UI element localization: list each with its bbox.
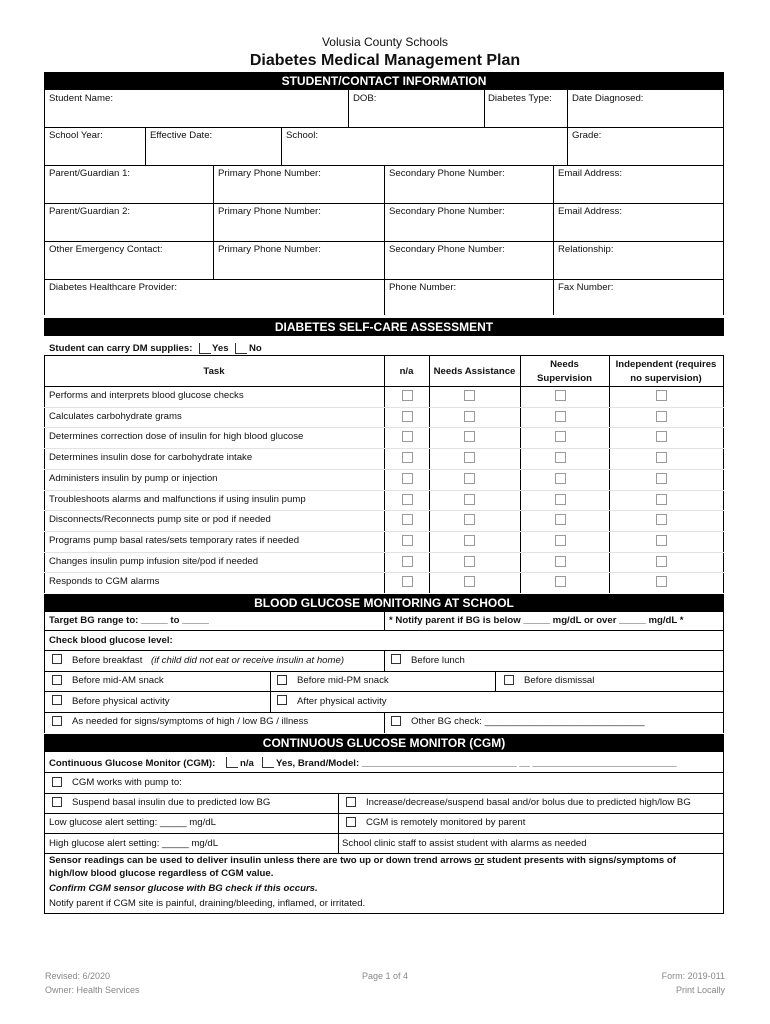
high-glucose-alert[interactable]: High glucose alert setting: _____ mg/dL <box>49 838 219 849</box>
cgm-yes-brand[interactable]: Yes, Brand/Model: _____________________________ __ ___________________________ <box>276 758 677 769</box>
cgm-na-label: n/a <box>240 758 254 769</box>
task-label: Determines correction dose of insulin for high blood glucose <box>49 431 304 443</box>
col-independent-1: Independent (requires <box>615 359 717 370</box>
before-activity-label: Before physical activity <box>72 696 170 707</box>
bg-target-range[interactable]: Target BG range to: _____ to _____ <box>49 615 209 626</box>
task-assist-checkbox[interactable] <box>464 452 475 463</box>
footer-form: Form: 2019-011 <box>661 971 725 981</box>
field-other-contact[interactable]: Other Emergency Contact: <box>49 244 163 255</box>
field-provider-phone[interactable]: Phone Number: <box>389 282 457 293</box>
task-supervision-checkbox[interactable] <box>555 535 566 546</box>
carry-no-checkbox[interactable] <box>235 343 247 354</box>
before-lunch-label: Before lunch <box>411 655 465 666</box>
suspend-basal-label: Suspend basal insulin due to predicted low BG <box>72 797 271 808</box>
task-assist-checkbox[interactable] <box>464 494 475 505</box>
task-assist-checkbox[interactable] <box>464 411 475 422</box>
cgm-yes-checkbox[interactable] <box>262 757 274 768</box>
footer-owner: Owner: Health Services <box>45 985 140 995</box>
section-header-bgm: BLOOD GLUCOSE MONITORING AT SCHOOL <box>44 594 724 612</box>
task-na-checkbox[interactable] <box>402 576 413 587</box>
carry-yes-label: Yes <box>212 343 229 354</box>
task-label: Responds to CGM alarms <box>49 576 160 588</box>
task-row-divider <box>44 490 724 491</box>
field-parent1-email[interactable]: Email Address: <box>558 168 622 179</box>
task-supervision-checkbox[interactable] <box>555 390 566 401</box>
remote-monitor-label: CGM is remotely monitored by parent <box>366 817 526 828</box>
field-other-secondary-phone[interactable]: Secondary Phone Number: <box>389 244 505 255</box>
task-na-checkbox[interactable] <box>402 556 413 567</box>
task-label: Performs and interprets blood glucose checks <box>49 390 244 401</box>
field-student-name[interactable]: Student Name: <box>49 93 113 104</box>
field-provider[interactable]: Diabetes Healthcare Provider: <box>49 282 177 293</box>
task-row-divider <box>44 510 724 511</box>
task-row-divider <box>44 469 724 470</box>
task-independent-checkbox[interactable] <box>656 411 667 422</box>
footer-page-number: Page 1 of 4 <box>361 971 409 981</box>
task-independent-checkbox[interactable] <box>656 452 667 463</box>
task-na-checkbox[interactable] <box>402 514 413 525</box>
increase-decrease-checkbox[interactable] <box>346 797 356 807</box>
task-independent-checkbox[interactable] <box>656 473 667 484</box>
col-independent-2: no supervision) <box>630 373 702 384</box>
before-breakfast-note: (if child did not eat or receive insulin at home) <box>151 655 345 666</box>
field-parent2-secondary-phone[interactable]: Secondary Phone Number: <box>389 206 505 217</box>
field-school-year[interactable]: School Year: <box>49 130 103 141</box>
task-independent-checkbox[interactable] <box>656 535 667 546</box>
before-mid-pm-label: Before mid-PM snack <box>297 675 389 686</box>
check-bg-label: Check blood glucose level: <box>49 635 173 646</box>
notify-site-note: Notify parent if CGM site is painful, draining/bleeding, inflamed, or irritated. <box>49 898 366 909</box>
task-na-checkbox[interactable] <box>402 535 413 546</box>
task-label: Programs pump basal rates/sets temporary rates if needed <box>49 534 300 546</box>
before-mid-pm-checkbox[interactable] <box>277 675 287 685</box>
confirm-cgm-note: Confirm CGM sensor glucose with BG check if this occurs. <box>49 883 318 894</box>
field-parent2-primary-phone[interactable]: Primary Phone Number: <box>218 206 321 217</box>
section-header-contact: STUDENT/CONTACT INFORMATION <box>44 72 724 90</box>
task-row-divider <box>44 572 724 573</box>
task-label: Administers insulin by pump or injection <box>49 472 218 484</box>
before-dismissal-label: Before dismissal <box>524 675 595 686</box>
field-school[interactable]: School: <box>286 130 318 141</box>
field-other-primary-phone[interactable]: Primary Phone Number: <box>218 244 321 255</box>
task-assist-checkbox[interactable] <box>464 431 475 442</box>
task-supervision-checkbox[interactable] <box>555 473 566 484</box>
field-diabetes-type[interactable]: Diabetes Type: <box>488 93 552 104</box>
before-mid-am-label: Before mid-AM snack <box>72 675 164 686</box>
task-na-checkbox[interactable] <box>402 452 413 463</box>
task-assist-checkbox[interactable] <box>464 576 475 587</box>
other-bg-check-label[interactable]: Other BG check: ______________________________ <box>411 716 645 727</box>
task-label: Changes insulin pump infusion site/pod if needed <box>49 555 259 567</box>
after-activity-label: After physical activity <box>297 696 387 707</box>
task-supervision-checkbox[interactable] <box>555 556 566 567</box>
field-parent1-primary-phone[interactable]: Primary Phone Number: <box>218 168 321 179</box>
section-header-selfcare: DIABETES SELF-CARE ASSESSMENT <box>44 318 724 336</box>
carry-supplies-label: Student can carry DM supplies: <box>49 343 193 354</box>
task-label: Calculates carbohydrate grams <box>49 410 182 422</box>
before-mid-am-checkbox[interactable] <box>52 675 62 685</box>
field-provider-fax[interactable]: Fax Number: <box>558 282 614 293</box>
task-supervision-checkbox[interactable] <box>555 411 566 422</box>
task-independent-checkbox[interactable] <box>656 576 667 587</box>
field-parent1-secondary-phone[interactable]: Secondary Phone Number: <box>389 168 505 179</box>
task-independent-checkbox[interactable] <box>656 514 667 525</box>
task-independent-checkbox[interactable] <box>656 390 667 401</box>
cgm-na-checkbox[interactable] <box>226 757 238 768</box>
before-breakfast-checkbox[interactable] <box>52 654 62 664</box>
before-lunch-checkbox[interactable] <box>391 654 401 664</box>
col-needs-supervision-1: Needs <box>550 359 579 370</box>
as-needed-checkbox[interactable] <box>52 716 62 726</box>
task-row-divider <box>44 427 724 428</box>
cgm-label: Continuous Glucose Monitor (CGM): <box>49 758 216 769</box>
task-row-divider <box>44 448 724 449</box>
org-name: Volusia County Schools <box>321 35 449 49</box>
cgm-works-with-pump-label: CGM works with pump to: <box>72 777 182 788</box>
field-parent1[interactable]: Parent/Guardian 1: <box>49 168 131 179</box>
before-dismissal-checkbox[interactable] <box>504 675 514 685</box>
task-independent-checkbox[interactable] <box>656 556 667 567</box>
after-activity-checkbox[interactable] <box>277 695 287 705</box>
remote-monitor-checkbox[interactable] <box>346 817 356 827</box>
field-parent2[interactable]: Parent/Guardian 2: <box>49 206 131 217</box>
task-independent-checkbox[interactable] <box>656 431 667 442</box>
carry-no-label: No <box>249 343 262 354</box>
bg-notify-parent[interactable]: * Notify parent if BG is below _____ mg/dL or over _____ mg/dL * <box>389 615 684 626</box>
field-parent2-email[interactable]: Email Address: <box>558 206 622 217</box>
field-relationship[interactable]: Relationship: <box>558 244 614 255</box>
task-assist-checkbox[interactable] <box>464 390 475 401</box>
sensor-note-line1 <box>49 855 676 867</box>
sensor-note-line2: high/low blood glucose regardless of CGM value. <box>49 868 274 879</box>
task-label: Determines insulin dose for carbohydrate intake <box>49 452 253 464</box>
field-date-diagnosed[interactable]: Date Diagnosed: <box>572 93 644 104</box>
col-na: n/a <box>399 366 414 377</box>
col-needs-supervision-2: Supervision <box>537 373 592 384</box>
task-na-checkbox[interactable] <box>402 494 413 505</box>
carry-yes-checkbox[interactable] <box>199 343 211 354</box>
other-bg-check-checkbox[interactable] <box>391 716 401 726</box>
col-needs-assistance: Needs Assistance <box>433 366 516 377</box>
field-dob[interactable]: DOB: <box>353 93 377 104</box>
footer-print: Print Locally <box>675 985 725 995</box>
task-row-divider <box>44 531 724 532</box>
task-supervision-checkbox[interactable] <box>555 514 566 525</box>
task-na-checkbox[interactable] <box>402 431 413 442</box>
sensor-note-part2: student presents with signs/symptoms of <box>484 855 676 866</box>
task-independent-checkbox[interactable] <box>656 494 667 505</box>
before-activity-checkbox[interactable] <box>52 695 62 705</box>
sensor-note-or: or <box>474 855 485 866</box>
task-na-checkbox[interactable] <box>402 411 413 422</box>
suspend-basal-checkbox[interactable] <box>52 797 62 807</box>
task-supervision-checkbox[interactable] <box>555 431 566 442</box>
task-label: Troubleshoots alarms and malfunctions if using insulin pump <box>49 493 306 505</box>
task-label: Disconnects/Reconnects pump site or pod if needed <box>49 514 271 526</box>
clinic-staff-note: School clinic staff to assist student with alarms as needed <box>342 838 587 849</box>
sensor-note-part1: Sensor readings can be used to deliver insulin unless there are two up or down trend arrows <box>49 855 475 866</box>
field-effective-date[interactable]: Effective Date: <box>150 130 213 141</box>
task-row-divider <box>44 407 724 408</box>
cgm-works-with-pump-checkbox[interactable] <box>52 777 62 787</box>
col-task: Task <box>203 366 225 377</box>
task-assist-checkbox[interactable] <box>464 473 475 484</box>
task-supervision-checkbox[interactable] <box>555 494 566 505</box>
task-assist-checkbox[interactable] <box>464 556 475 567</box>
task-supervision-checkbox[interactable] <box>555 452 566 463</box>
task-na-checkbox[interactable] <box>402 473 413 484</box>
task-row-divider <box>44 552 724 553</box>
page-title: Diabetes Medical Management Plan <box>249 52 521 69</box>
as-needed-label: As needed for signs/symptoms of high / low BG / illness <box>72 716 309 727</box>
before-breakfast-label: Before breakfast <box>72 655 143 666</box>
task-assist-checkbox[interactable] <box>464 535 475 546</box>
section-header-cgm: CONTINUOUS GLUCOSE MONITOR (CGM) <box>44 734 724 752</box>
task-assist-checkbox[interactable] <box>464 514 475 525</box>
field-grade[interactable]: Grade: <box>572 130 602 141</box>
task-supervision-checkbox[interactable] <box>555 576 566 587</box>
footer-revised: Revised: 6/2020 <box>45 971 111 981</box>
task-na-checkbox[interactable] <box>402 390 413 401</box>
low-glucose-alert[interactable]: Low glucose alert setting: _____ mg/dL <box>49 817 216 828</box>
increase-decrease-label: Increase/decrease/suspend basal and/or bolus due to predicted high/low BG <box>366 797 691 808</box>
